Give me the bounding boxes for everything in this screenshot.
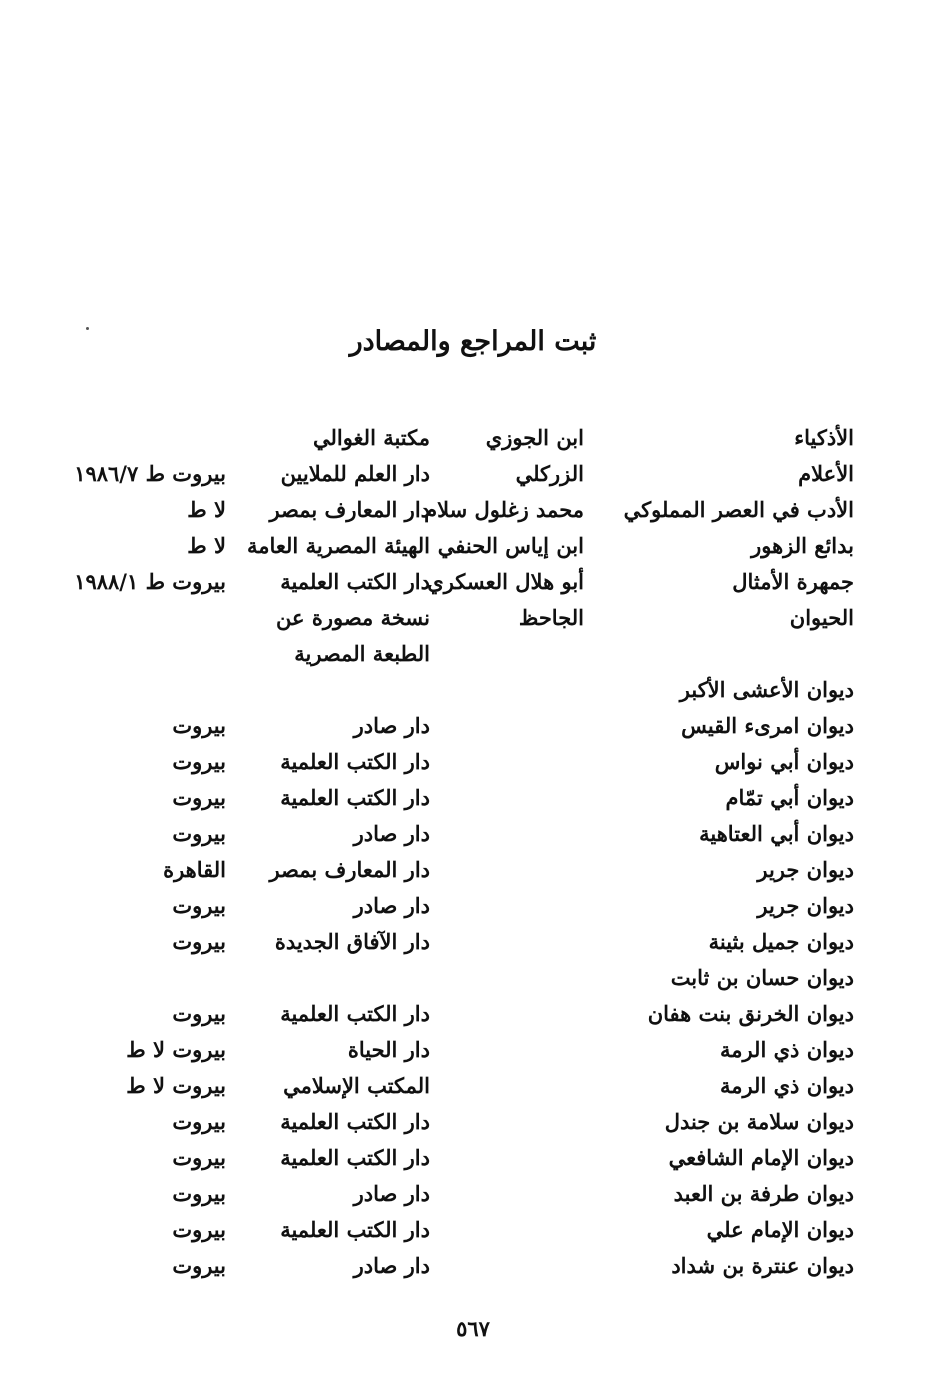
reference-row	[0, 672, 946, 708]
reference-publisher: دار المعارف بمصر	[269, 497, 430, 522]
reference-publisher: دار صادر	[353, 1181, 430, 1206]
reference-row	[0, 600, 946, 636]
reference-place: بيروت	[172, 1145, 226, 1170]
reference-title: بدائع الزهور	[751, 533, 854, 558]
reference-title: الحيوان	[789, 605, 854, 630]
reference-title: ديوان الخرنق بنت هفان	[647, 1001, 854, 1026]
reference-place: بيروت	[172, 749, 226, 774]
reference-place: بيروت	[172, 1001, 226, 1026]
reference-row	[0, 708, 946, 744]
reference-author: الجاحظ	[518, 605, 584, 630]
reference-author: الزركلي	[515, 461, 584, 486]
reference-place: بيروت	[172, 1253, 226, 1278]
reference-row	[0, 456, 946, 492]
reference-row	[0, 1068, 946, 1104]
reference-row	[0, 1248, 946, 1284]
reference-row	[0, 960, 946, 996]
reference-title: ديوان الإمام الشافعي	[668, 1145, 854, 1170]
reference-place: بيروت لا ط	[126, 1037, 226, 1062]
reference-row	[0, 852, 946, 888]
reference-row	[0, 816, 946, 852]
reference-place: بيروت لا ط	[126, 1073, 226, 1098]
reference-publisher: دار الحياة	[347, 1037, 430, 1062]
reference-publisher: دار الكتب العلمية	[280, 569, 430, 594]
reference-place: بيروت	[172, 821, 226, 846]
reference-title: الأذكياء	[794, 425, 854, 450]
reference-place: بيروت	[172, 713, 226, 738]
reference-publisher: دار الكتب العلمية	[280, 785, 430, 810]
reference-title: ديوان جرير	[757, 893, 854, 918]
reference-title: ديوان سلامة بن جندل	[664, 1109, 854, 1134]
reference-row	[0, 420, 946, 456]
reference-place: بيروت ط ١٩٨٨/١	[74, 569, 226, 594]
reference-author: ابن الجوزي	[485, 425, 584, 450]
reference-row	[0, 924, 946, 960]
references-list	[0, 420, 946, 1284]
reference-place: بيروت ط ١٩٨٦/٧	[74, 461, 226, 486]
reference-row	[0, 780, 946, 816]
reference-title: ديوان الإمام علي	[706, 1217, 854, 1242]
reference-place: بيروت	[172, 785, 226, 810]
reference-publisher: دار صادر	[353, 821, 430, 846]
reference-place: القاهرة	[163, 857, 226, 882]
reference-row	[0, 564, 946, 600]
reference-row	[0, 1032, 946, 1068]
reference-author: أبو هلال العسكري	[427, 569, 584, 594]
reference-title: ديوان حسان بن ثابت	[670, 965, 854, 990]
reference-publisher: نسخة مصورة عن	[276, 605, 430, 630]
reference-publisher: مكتبة الغوالي	[312, 425, 430, 450]
reference-place: لا ط	[187, 533, 226, 558]
reference-publisher: دار صادر	[353, 893, 430, 918]
reference-publisher: دار صادر	[353, 1253, 430, 1278]
reference-row	[0, 1212, 946, 1248]
reference-title: ديوان أبي تمّام	[725, 785, 854, 810]
reference-title: ديوان جميل بثينة	[708, 929, 854, 954]
reference-row	[0, 1176, 946, 1212]
reference-publisher: دار الكتب العلمية	[280, 1001, 430, 1026]
reference-place: لا ط	[187, 497, 226, 522]
reference-place: بيروت	[172, 929, 226, 954]
reference-place: بيروت	[172, 1217, 226, 1242]
reference-title: الأعلام	[798, 461, 854, 486]
reference-publisher: الهيئة المصرية العامة	[246, 533, 430, 558]
reference-title: ديوان طرفة بن العبد	[673, 1181, 854, 1206]
reference-title: ديوان جرير	[757, 857, 854, 882]
reference-title: ديوان عنترة بن شداد	[671, 1253, 854, 1278]
reference-publisher: دار الآفاق الجديدة	[274, 929, 430, 954]
reference-title: جمهرة الأمثال	[732, 569, 854, 594]
reference-row	[0, 744, 946, 780]
reference-publisher: الطبعة المصرية	[294, 641, 430, 666]
reference-row	[0, 528, 946, 564]
reference-publisher: دار العلم للملايين	[280, 461, 430, 486]
reference-publisher: دار الكتب العلمية	[280, 749, 430, 774]
reference-title: ديوان الأعشى الأكبر	[679, 677, 854, 702]
reference-title: ديوان امرىء القيس	[681, 713, 854, 738]
reference-author: محمد زغلول سلام	[424, 497, 584, 522]
page-number: ٥٦٧	[456, 1316, 490, 1341]
reference-row	[0, 888, 946, 924]
reference-place: بيروت	[172, 1109, 226, 1134]
page-title: ثبت المراجع والمصادر	[349, 326, 597, 357]
reference-place: بيروت	[172, 893, 226, 918]
reference-title: ديوان أبي نواس	[714, 749, 854, 774]
reference-publisher: دار الكتب العلمية	[280, 1145, 430, 1170]
reference-author: ابن إياس الحنفي	[437, 533, 584, 558]
reference-row	[0, 996, 946, 1032]
reference-publisher: دار الكتب العلمية	[280, 1217, 430, 1242]
reference-row	[0, 1140, 946, 1176]
reference-title: ديوان أبي العتاهية	[699, 821, 854, 846]
reference-title: ديوان ذي الرمة	[719, 1073, 854, 1098]
reference-place: بيروت	[172, 1181, 226, 1206]
reference-row	[0, 636, 946, 672]
reference-publisher: دار صادر	[353, 713, 430, 738]
reference-title: الأدب في العصر المملوكي	[623, 497, 854, 522]
reference-publisher: دار الكتب العلمية	[280, 1109, 430, 1134]
reference-publisher: دار المعارف بمصر	[269, 857, 430, 882]
reference-row	[0, 492, 946, 528]
reference-row	[0, 1104, 946, 1140]
reference-title: ديوان ذي الرمة	[719, 1037, 854, 1062]
reference-publisher: المكتب الإسلامي	[283, 1073, 430, 1098]
